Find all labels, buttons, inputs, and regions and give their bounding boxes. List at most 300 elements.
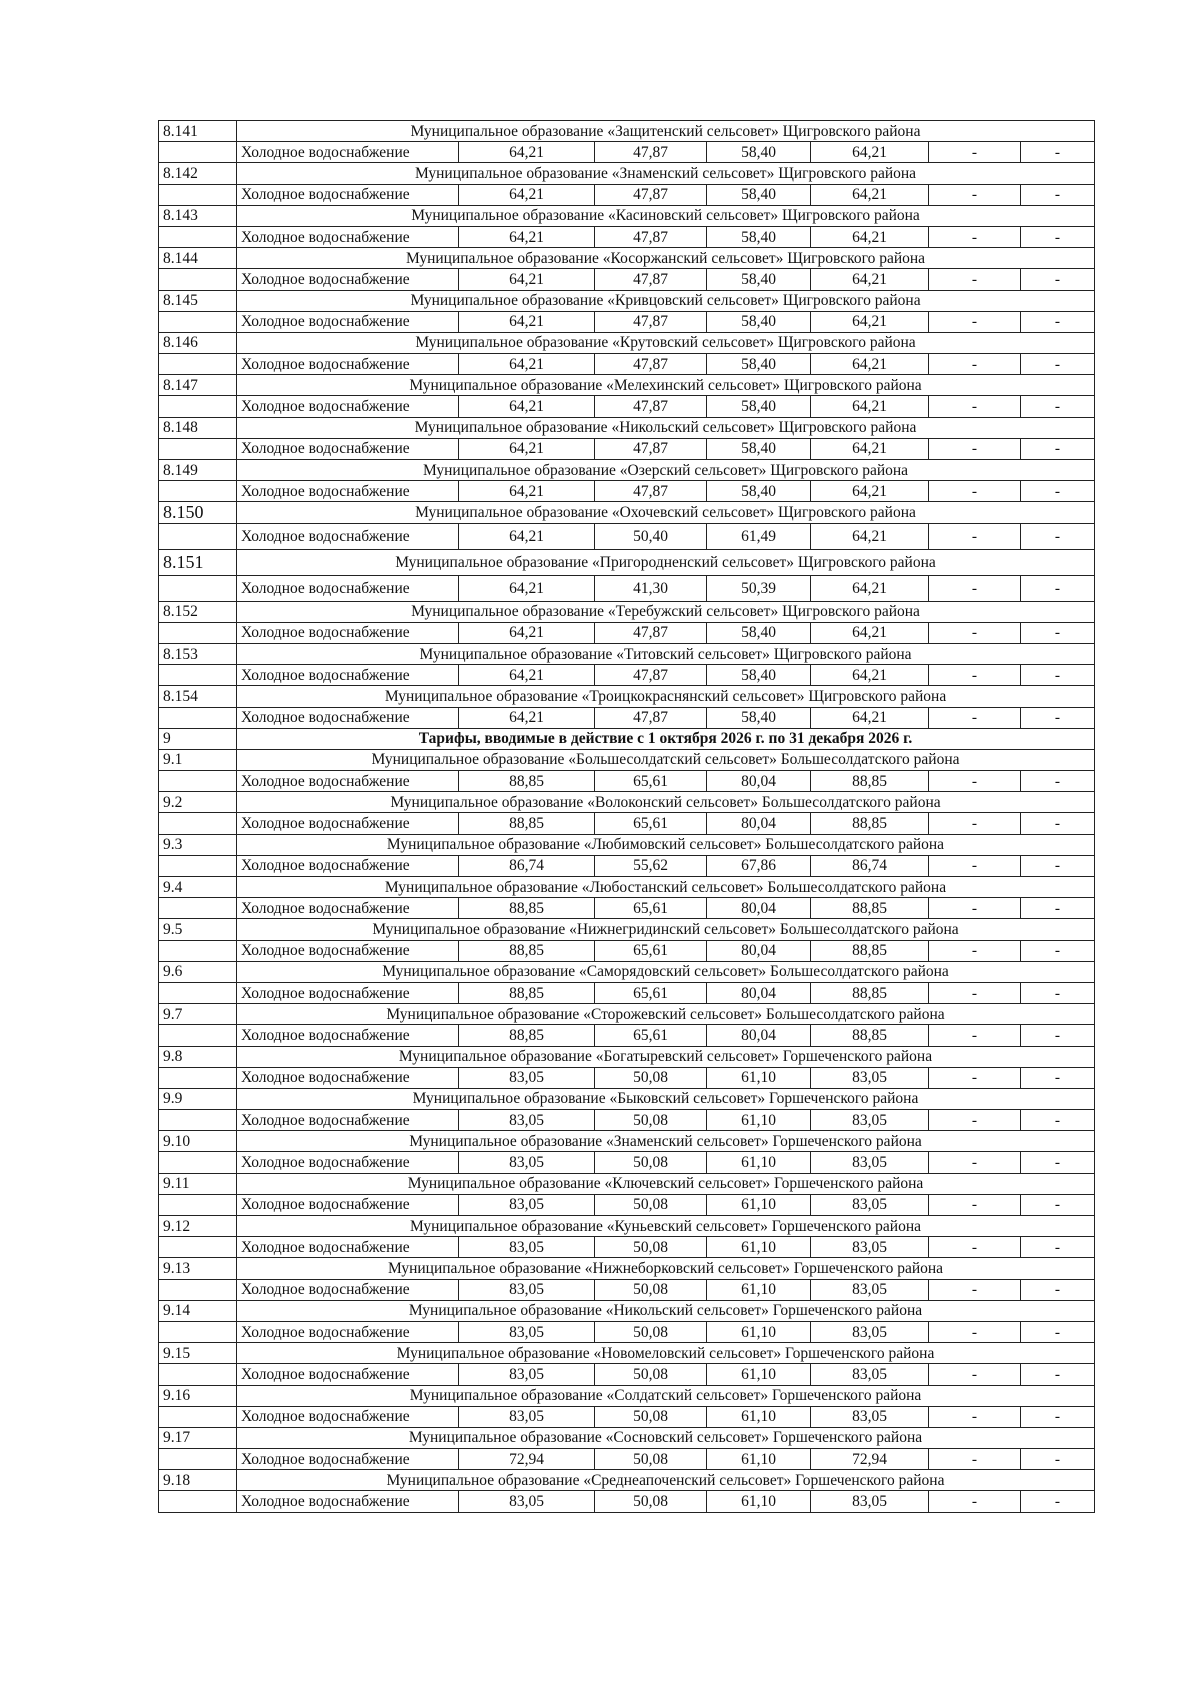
tariff-value-cell: 64,21 <box>811 311 929 332</box>
tariff-value-cell: 61,10 <box>707 1279 811 1300</box>
municipality-title: Муниципальное образование «Нижнегридинский сельсовет» Большесолдатского района <box>237 919 1095 940</box>
tariff-row <box>159 396 1095 417</box>
row-number-empty-cell <box>159 1449 237 1470</box>
tariff-value-cell: - <box>929 622 1021 643</box>
tariff-value-cell: - <box>1021 575 1095 601</box>
tariff-value-cell: - <box>929 481 1021 502</box>
municipality-row <box>159 549 1095 575</box>
tariff-value-cell: 58,40 <box>707 354 811 375</box>
tariff-value-cell: - <box>929 771 1021 792</box>
tariff-value-cell: 65,61 <box>595 940 707 961</box>
tariff-value-cell: - <box>929 707 1021 728</box>
tariff-row <box>159 1067 1095 1088</box>
tariff-value-cell: 58,40 <box>707 311 811 332</box>
row-number-cell: 9.9 <box>159 1088 237 1109</box>
municipality-title: Муниципальное образование «Знаменский сельсовет» Щигровского района <box>237 163 1095 184</box>
tariff-value-cell: 83,05 <box>811 1491 929 1512</box>
row-number-empty-cell <box>159 1279 237 1300</box>
tariff-value-cell: 83,05 <box>811 1194 929 1215</box>
tariff-value-cell: - <box>1021 940 1095 961</box>
service-name-cell: Холодное водоснабжение <box>237 523 459 549</box>
tariff-value-cell: 50,40 <box>595 523 707 549</box>
service-name-cell: Холодное водоснабжение <box>237 1449 459 1470</box>
tariff-value-cell: 88,85 <box>459 940 595 961</box>
tariff-value-cell: 83,05 <box>459 1110 595 1131</box>
row-number-cell: 8.147 <box>159 375 237 396</box>
tariff-value-cell: 58,40 <box>707 481 811 502</box>
row-number-cell: 9.16 <box>159 1385 237 1406</box>
municipality-row <box>159 601 1095 622</box>
municipality-title: Муниципальное образование «Троицкокраснянский сельсовет» Щигровского района <box>237 686 1095 707</box>
row-number-cell: 8.146 <box>159 332 237 353</box>
tariff-row <box>159 226 1095 247</box>
row-number-empty-cell <box>159 855 237 876</box>
tariff-value-cell: 64,21 <box>459 665 595 686</box>
row-number-cell: 8.148 <box>159 417 237 438</box>
service-name-cell: Холодное водоснабжение <box>237 1491 459 1512</box>
municipality-title: Муниципальное образование «Новомеловский сельсовет» Горшеченского района <box>237 1343 1095 1364</box>
tariff-value-cell: - <box>1021 622 1095 643</box>
tariff-value-cell: - <box>929 982 1021 1003</box>
tariff-value-cell: 64,21 <box>459 575 595 601</box>
tariff-value-cell: - <box>929 1067 1021 1088</box>
service-name-cell: Холодное водоснабжение <box>237 226 459 247</box>
tariff-value-cell: 80,04 <box>707 1025 811 1046</box>
tariff-value-cell: - <box>929 354 1021 375</box>
tariff-value-cell: 61,10 <box>707 1067 811 1088</box>
row-number-empty-cell <box>159 622 237 643</box>
tariff-value-cell: 50,08 <box>595 1110 707 1131</box>
row-number-cell: 9.17 <box>159 1427 237 1448</box>
tariff-value-cell: 83,05 <box>811 1237 929 1258</box>
row-number-cell: 9.3 <box>159 834 237 855</box>
tariff-row <box>159 481 1095 502</box>
tariff-value-cell: 61,10 <box>707 1406 811 1427</box>
tariff-value-cell: - <box>929 575 1021 601</box>
tariff-table <box>158 120 1095 1513</box>
tariff-value-cell: 83,05 <box>459 1237 595 1258</box>
municipality-title: Муниципальное образование «Касиновский сельсовет» Щигровского района <box>237 205 1095 226</box>
tariff-value-cell: 55,62 <box>595 855 707 876</box>
row-number-cell: 9.11 <box>159 1173 237 1194</box>
municipality-row <box>159 248 1095 269</box>
municipality-title: Муниципальное образование «Пригородненский сельсовет» Щигровского района <box>237 549 1095 575</box>
tariff-value-cell: - <box>1021 142 1095 163</box>
tariff-row <box>159 354 1095 375</box>
row-number-empty-cell <box>159 142 237 163</box>
tariff-value-cell: - <box>1021 1449 1095 1470</box>
tariff-value-cell: 47,87 <box>595 665 707 686</box>
row-number-cell: 9 <box>159 728 237 749</box>
municipality-row <box>159 1046 1095 1067</box>
municipality-title: Муниципальное образование «Большесолдатский сельсовет» Большесолдатского района <box>237 749 1095 770</box>
tariff-value-cell: 65,61 <box>595 813 707 834</box>
service-name-cell: Холодное водоснабжение <box>237 1237 459 1258</box>
row-number-cell: 9.13 <box>159 1258 237 1279</box>
tariff-value-cell: 83,05 <box>459 1279 595 1300</box>
municipality-title: Муниципальное образование «Знаменский сельсовет» Горшеченского района <box>237 1131 1095 1152</box>
row-number-cell: 9.14 <box>159 1300 237 1321</box>
service-name-cell: Холодное водоснабжение <box>237 855 459 876</box>
row-number-cell: 8.152 <box>159 601 237 622</box>
tariff-value-cell: - <box>1021 1067 1095 1088</box>
tariff-value-cell: 58,40 <box>707 184 811 205</box>
municipality-title: Муниципальное образование «Саморядовский сельсовет» Большесолдатского района <box>237 961 1095 982</box>
municipality-row <box>159 205 1095 226</box>
tariff-value-cell: - <box>1021 1491 1095 1512</box>
row-number-cell: 9.18 <box>159 1470 237 1491</box>
tariff-value-cell: 61,10 <box>707 1110 811 1131</box>
tariff-value-cell: 47,87 <box>595 438 707 459</box>
tariff-value-cell: 88,85 <box>459 982 595 1003</box>
tariff-row <box>159 707 1095 728</box>
row-number-empty-cell <box>159 438 237 459</box>
service-name-cell: Холодное водоснабжение <box>237 481 459 502</box>
row-number-cell: 9.5 <box>159 919 237 940</box>
tariff-row <box>159 622 1095 643</box>
row-number-cell: 8.153 <box>159 643 237 664</box>
tariff-value-cell: - <box>929 1449 1021 1470</box>
tariff-value-cell: 64,21 <box>811 665 929 686</box>
tariff-value-cell: 58,40 <box>707 142 811 163</box>
tariff-value-cell: 47,87 <box>595 707 707 728</box>
tariff-value-cell: 80,04 <box>707 982 811 1003</box>
tariff-value-cell: 61,10 <box>707 1491 811 1512</box>
tariff-value-cell: 88,85 <box>459 813 595 834</box>
tariff-value-cell: 61,10 <box>707 1449 811 1470</box>
tariff-row <box>159 982 1095 1003</box>
tariff-value-cell: 47,87 <box>595 311 707 332</box>
service-name-cell: Холодное водоснабжение <box>237 1152 459 1173</box>
municipality-row <box>159 121 1095 142</box>
tariff-value-cell: 50,08 <box>595 1152 707 1173</box>
tariff-value-cell: 58,40 <box>707 438 811 459</box>
municipality-row <box>159 749 1095 770</box>
row-number-empty-cell <box>159 1364 237 1385</box>
row-number-empty-cell <box>159 523 237 549</box>
municipality-title: Муниципальное образование «Нижнеборковский сельсовет» Горшеченского района <box>237 1258 1095 1279</box>
tariff-value-cell: 61,10 <box>707 1237 811 1258</box>
tariff-row <box>159 898 1095 919</box>
service-name-cell: Холодное водоснабжение <box>237 1194 459 1215</box>
tariff-row <box>159 1194 1095 1215</box>
tariff-value-cell: 47,87 <box>595 269 707 290</box>
tariff-value-cell: 83,05 <box>811 1406 929 1427</box>
service-name-cell: Холодное водоснабжение <box>237 142 459 163</box>
tariff-value-cell: 41,30 <box>595 575 707 601</box>
tariff-value-cell: 50,08 <box>595 1067 707 1088</box>
tariff-value-cell: - <box>929 1491 1021 1512</box>
municipality-title: Муниципальное образование «Ключевский сельсовет» Горшеченского района <box>237 1173 1095 1194</box>
municipality-title: Муниципальное образование «Среднеапоченский сельсовет» Горшеченского района <box>237 1470 1095 1491</box>
tariff-value-cell: 64,21 <box>459 523 595 549</box>
service-name-cell: Холодное водоснабжение <box>237 1067 459 1088</box>
tariff-value-cell: - <box>1021 481 1095 502</box>
row-number-empty-cell <box>159 771 237 792</box>
tariff-value-cell: - <box>929 898 1021 919</box>
tariff-value-cell: 83,05 <box>459 1194 595 1215</box>
tariff-value-cell: 47,87 <box>595 481 707 502</box>
tariff-row <box>159 665 1095 686</box>
tariff-value-cell: - <box>1021 269 1095 290</box>
tariff-value-cell: - <box>929 855 1021 876</box>
tariff-value-cell: 64,21 <box>459 184 595 205</box>
tariff-row <box>159 311 1095 332</box>
tariff-value-cell: 88,85 <box>811 940 929 961</box>
municipality-row <box>159 1343 1095 1364</box>
tariff-value-cell: - <box>929 1364 1021 1385</box>
tariff-value-cell: 47,87 <box>595 142 707 163</box>
tariff-value-cell: 80,04 <box>707 813 811 834</box>
tariff-value-cell: 83,05 <box>459 1364 595 1385</box>
tariff-value-cell: 50,08 <box>595 1321 707 1342</box>
tariff-value-cell: 80,04 <box>707 940 811 961</box>
tariff-value-cell: - <box>929 184 1021 205</box>
tariff-value-cell: 83,05 <box>811 1110 929 1131</box>
tariff-value-cell: - <box>1021 184 1095 205</box>
tariff-value-cell: 64,21 <box>459 707 595 728</box>
tariff-value-cell: - <box>1021 1025 1095 1046</box>
municipality-row <box>159 877 1095 898</box>
municipality-row <box>159 1470 1095 1491</box>
service-name-cell: Холодное водоснабжение <box>237 1025 459 1046</box>
tariff-value-cell: 61,49 <box>707 523 811 549</box>
row-number-empty-cell <box>159 226 237 247</box>
tariff-value-cell: 83,05 <box>459 1152 595 1173</box>
tariff-value-cell: 83,05 <box>811 1152 929 1173</box>
tariff-value-cell: 83,05 <box>459 1491 595 1512</box>
tariff-value-cell: 61,10 <box>707 1364 811 1385</box>
tariff-value-cell: - <box>929 396 1021 417</box>
tariff-value-cell: 80,04 <box>707 898 811 919</box>
tariff-row <box>159 940 1095 961</box>
tariff-value-cell: 61,10 <box>707 1194 811 1215</box>
municipality-row <box>159 417 1095 438</box>
municipality-title: Муниципальное образование «Титовский сельсовет» Щигровского района <box>237 643 1095 664</box>
service-name-cell: Холодное водоснабжение <box>237 1321 459 1342</box>
tariff-value-cell: - <box>929 940 1021 961</box>
tariff-row <box>159 1025 1095 1046</box>
municipality-row <box>159 375 1095 396</box>
tariff-value-cell: - <box>929 1321 1021 1342</box>
tariff-value-cell: - <box>1021 855 1095 876</box>
row-number-empty-cell <box>159 481 237 502</box>
service-name-cell: Холодное водоснабжение <box>237 622 459 643</box>
row-number-empty-cell <box>159 1237 237 1258</box>
tariff-value-cell: - <box>1021 1237 1095 1258</box>
municipality-title: Муниципальное образование «Никольский сельсовет» Щигровского района <box>237 417 1095 438</box>
tariff-row <box>159 1152 1095 1173</box>
tariff-row <box>159 855 1095 876</box>
row-number-empty-cell <box>159 184 237 205</box>
service-name-cell: Холодное водоснабжение <box>237 771 459 792</box>
tariff-value-cell: - <box>929 1237 1021 1258</box>
municipality-title: Муниципальное образование «Солдатский сельсовет» Горшеченского района <box>237 1385 1095 1406</box>
tariff-row <box>159 269 1095 290</box>
tariff-row <box>159 438 1095 459</box>
tariff-value-cell: 88,85 <box>459 771 595 792</box>
row-number-empty-cell <box>159 982 237 1003</box>
tariff-value-cell: 72,94 <box>811 1449 929 1470</box>
tariff-value-cell: - <box>929 1152 1021 1173</box>
tariff-value-cell: 50,08 <box>595 1364 707 1385</box>
municipality-title: Муниципальное образование «Быковский сельсовет» Горшеченского района <box>237 1088 1095 1109</box>
row-number-cell: 9.4 <box>159 877 237 898</box>
tariff-table-body <box>159 121 1095 1513</box>
tariff-value-cell: 80,04 <box>707 771 811 792</box>
service-name-cell: Холодное водоснабжение <box>237 575 459 601</box>
tariff-value-cell: - <box>929 269 1021 290</box>
tariff-value-cell: 47,87 <box>595 354 707 375</box>
municipality-row <box>159 332 1095 353</box>
row-number-empty-cell <box>159 1152 237 1173</box>
tariff-value-cell: 47,87 <box>595 184 707 205</box>
municipality-title: Муниципальное образование «Волоконский сельсовет» Большесолдатского района <box>237 792 1095 813</box>
row-number-empty-cell <box>159 269 237 290</box>
municipality-row <box>159 792 1095 813</box>
tariff-value-cell: - <box>1021 707 1095 728</box>
tariff-value-cell: 58,40 <box>707 269 811 290</box>
tariff-value-cell: - <box>1021 226 1095 247</box>
tariff-value-cell: 64,21 <box>459 311 595 332</box>
tariff-value-cell: - <box>1021 396 1095 417</box>
tariff-value-cell: - <box>1021 523 1095 549</box>
row-number-cell: 8.144 <box>159 248 237 269</box>
municipality-title: Муниципальное образование «Богатыревский сельсовет» Горшеченского района <box>237 1046 1095 1067</box>
tariff-value-cell: 65,61 <box>595 771 707 792</box>
tariff-value-cell: 67,86 <box>707 855 811 876</box>
row-number-cell: 9.1 <box>159 749 237 770</box>
municipality-title: Муниципальное образование «Защитенский сельсовет» Щигровского района <box>237 121 1095 142</box>
tariff-value-cell: - <box>929 523 1021 549</box>
service-name-cell: Холодное водоснабжение <box>237 354 459 375</box>
tariff-value-cell: 64,21 <box>459 226 595 247</box>
tariff-value-cell: 65,61 <box>595 982 707 1003</box>
tariff-value-cell: 88,85 <box>459 1025 595 1046</box>
row-number-empty-cell <box>159 1067 237 1088</box>
row-number-empty-cell <box>159 1491 237 1512</box>
tariff-value-cell: 61,10 <box>707 1152 811 1173</box>
tariff-value-cell: - <box>929 1194 1021 1215</box>
tariff-value-cell: 64,21 <box>811 622 929 643</box>
tariff-value-cell: - <box>1021 1110 1095 1131</box>
municipality-title: Муниципальное образование «Мелехинский сельсовет» Щигровского района <box>237 375 1095 396</box>
tariff-row <box>159 575 1095 601</box>
tariff-value-cell: 88,85 <box>811 1025 929 1046</box>
tariff-value-cell: 64,21 <box>459 438 595 459</box>
service-name-cell: Холодное водоснабжение <box>237 665 459 686</box>
tariff-value-cell: 72,94 <box>459 1449 595 1470</box>
tariff-row <box>159 1449 1095 1470</box>
tariff-row <box>159 771 1095 792</box>
tariff-value-cell: - <box>929 1025 1021 1046</box>
tariff-value-cell: 64,21 <box>811 481 929 502</box>
tariff-value-cell: 64,21 <box>459 396 595 417</box>
tariff-value-cell: - <box>1021 1321 1095 1342</box>
service-name-cell: Холодное водоснабжение <box>237 1406 459 1427</box>
row-number-empty-cell <box>159 311 237 332</box>
tariff-value-cell: 50,08 <box>595 1406 707 1427</box>
tariff-value-cell: 83,05 <box>811 1321 929 1342</box>
tariff-value-cell: - <box>1021 898 1095 919</box>
tariff-value-cell: 64,21 <box>811 184 929 205</box>
municipality-title: Муниципальное образование «Озерский сельсовет» Щигровского района <box>237 460 1095 481</box>
tariff-row <box>159 1321 1095 1342</box>
tariff-value-cell: 47,87 <box>595 226 707 247</box>
municipality-title: Муниципальное образование «Теребужский сельсовет» Щигровского района <box>237 601 1095 622</box>
municipality-title: Муниципальное образование «Никольский сельсовет» Горшеченского района <box>237 1300 1095 1321</box>
municipality-row <box>159 460 1095 481</box>
row-number-cell: 9.12 <box>159 1216 237 1237</box>
service-name-cell: Холодное водоснабжение <box>237 396 459 417</box>
tariff-value-cell: - <box>1021 813 1095 834</box>
tariff-value-cell: 64,21 <box>811 396 929 417</box>
tariff-value-cell: 64,21 <box>459 142 595 163</box>
service-name-cell: Холодное водоснабжение <box>237 982 459 1003</box>
row-number-empty-cell <box>159 1194 237 1215</box>
municipality-title: Муниципальное образование «Крутовский сельсовет» Щигровского района <box>237 332 1095 353</box>
tariff-value-cell: 88,85 <box>811 813 929 834</box>
municipality-row <box>159 1173 1095 1194</box>
tariff-row <box>159 1237 1095 1258</box>
tariff-row <box>159 813 1095 834</box>
tariff-value-cell: 58,40 <box>707 226 811 247</box>
tariff-value-cell: 64,21 <box>811 142 929 163</box>
tariff-value-cell: 50,08 <box>595 1194 707 1215</box>
service-name-cell: Холодное водоснабжение <box>237 813 459 834</box>
tariff-value-cell: 58,40 <box>707 707 811 728</box>
tariff-row <box>159 1279 1095 1300</box>
row-number-empty-cell <box>159 1110 237 1131</box>
tariff-value-cell: - <box>929 311 1021 332</box>
row-number-cell: 8.143 <box>159 205 237 226</box>
tariff-value-cell: 64,21 <box>811 575 929 601</box>
municipality-title: Муниципальное образование «Косоржанский сельсовет» Щигровского района <box>237 248 1095 269</box>
row-number-empty-cell <box>159 575 237 601</box>
municipality-title: Муниципальное образование «Куньевский сельсовет» Горшеченского района <box>237 1216 1095 1237</box>
municipality-row <box>159 502 1095 523</box>
row-number-cell: 9.6 <box>159 961 237 982</box>
tariff-row <box>159 142 1095 163</box>
row-number-cell: 8.149 <box>159 460 237 481</box>
municipality-row <box>159 1131 1095 1152</box>
tariff-value-cell: - <box>1021 982 1095 1003</box>
tariff-value-cell: - <box>929 438 1021 459</box>
tariff-value-cell: - <box>1021 311 1095 332</box>
tariff-row <box>159 523 1095 549</box>
municipality-row <box>159 1004 1095 1025</box>
municipality-row <box>159 290 1095 311</box>
section-header-row <box>159 728 1095 749</box>
service-name-cell: Холодное водоснабжение <box>237 1279 459 1300</box>
tariff-value-cell: 58,40 <box>707 665 811 686</box>
tariff-value-cell: 83,05 <box>811 1279 929 1300</box>
tariff-value-cell: - <box>929 142 1021 163</box>
row-number-empty-cell <box>159 813 237 834</box>
row-number-cell: 8.154 <box>159 686 237 707</box>
tariff-value-cell: - <box>929 226 1021 247</box>
row-number-empty-cell <box>159 1025 237 1046</box>
municipality-title: Муниципальное образование «Любостанский сельсовет» Большесолдатского района <box>237 877 1095 898</box>
municipality-row <box>159 686 1095 707</box>
municipality-title: Муниципальное образование «Сторожевский сельсовет» Большесолдатского района <box>237 1004 1095 1025</box>
tariff-value-cell: 64,21 <box>811 354 929 375</box>
tariff-value-cell: 47,87 <box>595 622 707 643</box>
tariff-value-cell: 61,10 <box>707 1321 811 1342</box>
tariff-value-cell: 88,85 <box>459 898 595 919</box>
row-number-empty-cell <box>159 665 237 686</box>
municipality-row <box>159 643 1095 664</box>
